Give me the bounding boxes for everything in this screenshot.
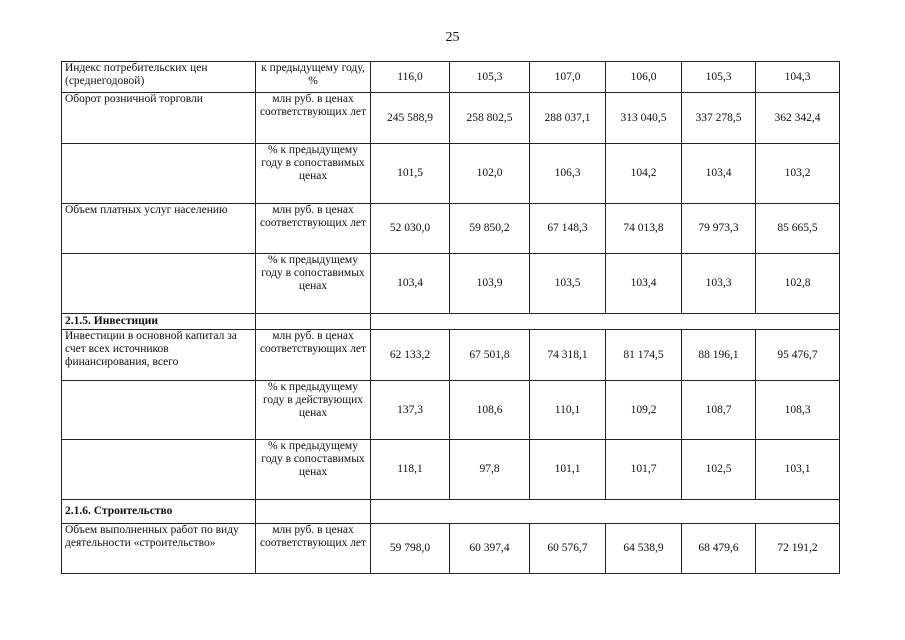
indicator-cell [62, 381, 256, 440]
value-cell: 106,0 [606, 62, 682, 93]
forecast-table [61, 61, 840, 574]
value-cell: 108,6 [450, 381, 530, 440]
table-row [62, 62, 840, 93]
value-cell: 81 174,5 [606, 330, 682, 381]
indicator-cell: Объем платных услуг населению [62, 204, 256, 254]
value-cell: 137,3 [371, 381, 450, 440]
table-row [62, 93, 840, 144]
unit-cell: % к предыдущему году в сопоставимых ценах [256, 440, 371, 500]
table-row [62, 254, 840, 314]
table-row [62, 330, 840, 381]
value-cell: 362 342,4 [756, 93, 840, 144]
value-cell: 105,3 [682, 62, 756, 93]
table-row [62, 524, 840, 574]
table-row [62, 204, 840, 254]
value-cell: 64 538,9 [606, 524, 682, 574]
value-cell: 68 479,6 [682, 524, 756, 574]
table-row [62, 381, 840, 440]
value-cell: 52 030,0 [371, 204, 450, 254]
unit-cell: млн руб. в ценах соответствующих лет [256, 93, 371, 144]
value-cell: 109,2 [606, 381, 682, 440]
value-cell: 337 278,5 [682, 93, 756, 144]
value-cell: 103,5 [530, 254, 606, 314]
value-cell: 79 973,3 [682, 204, 756, 254]
value-cell: 62 133,2 [371, 330, 450, 381]
value-cell: 108,7 [682, 381, 756, 440]
value-cell: 101,7 [606, 440, 682, 500]
value-cell: 313 040,5 [606, 93, 682, 144]
value-cell: 88 196,1 [682, 330, 756, 381]
value-cell: 103,4 [606, 254, 682, 314]
unit-cell: млн руб. в ценах соответствующих лет [256, 330, 371, 381]
indicator-cell [62, 440, 256, 500]
value-cell: 67 501,8 [450, 330, 530, 381]
unit-cell: млн руб. в ценах соответствующих лет [256, 524, 371, 574]
indicator-cell [62, 144, 256, 204]
table-row [62, 440, 840, 500]
value-cell: 101,1 [530, 440, 606, 500]
value-cell: 102,5 [682, 440, 756, 500]
value-cell: 74 013,8 [606, 204, 682, 254]
value-cell: 102,8 [756, 254, 840, 314]
value-cell: 108,3 [756, 381, 840, 440]
value-cell: 116,0 [371, 62, 450, 93]
value-cell: 95 476,7 [756, 330, 840, 381]
section-title: 2.1.5. Инвестиции [62, 314, 256, 330]
value-cell: 104,3 [756, 62, 840, 93]
page-number: 25 [445, 30, 460, 45]
unit-cell: % к предыдущему году в действующих ценах [256, 381, 371, 440]
unit-cell: млн руб. в ценах соответствующих лет [256, 204, 371, 254]
value-cell: 60 576,7 [530, 524, 606, 574]
value-cell: 110,1 [530, 381, 606, 440]
value-cell: 101,5 [371, 144, 450, 204]
value-cell: 245 588,9 [371, 93, 450, 144]
value-cell: 97,8 [450, 440, 530, 500]
unit-cell: к предыдущему году, % [256, 62, 371, 93]
value-cell: 258 802,5 [450, 93, 530, 144]
unit-cell: % к предыдущему году в сопоставимых ценах [256, 254, 371, 314]
value-cell: 102,0 [450, 144, 530, 204]
indicator-cell: Индекс потребительских цен (среднегодовой) [62, 62, 256, 93]
section-row [62, 500, 840, 524]
indicator-cell: Инвестиции в основной капитал за счет всех источников финансирования, всего [62, 330, 256, 381]
table-row [62, 144, 840, 204]
value-cell: 103,2 [756, 144, 840, 204]
unit-cell: % к предыдущему году в сопоставимых ценах [256, 144, 371, 204]
section-row [62, 314, 840, 330]
indicator-cell [62, 254, 256, 314]
value-cell: 118,1 [371, 440, 450, 500]
indicator-cell: Объем выполненных работ по виду деятельности «строительство» [62, 524, 256, 574]
value-cell: 67 148,3 [530, 204, 606, 254]
value-cell: 103,3 [682, 254, 756, 314]
value-cell: 106,3 [530, 144, 606, 204]
value-cell: 103,4 [371, 254, 450, 314]
value-cell: 59 850,2 [450, 204, 530, 254]
value-cell: 60 397,4 [450, 524, 530, 574]
section-title: 2.1.6. Строительство [62, 500, 256, 524]
value-cell: 59 798,0 [371, 524, 450, 574]
value-cell: 107,0 [530, 62, 606, 93]
value-cell: 103,4 [682, 144, 756, 204]
value-cell: 104,2 [606, 144, 682, 204]
value-cell: 85 665,5 [756, 204, 840, 254]
value-cell: 105,3 [450, 62, 530, 93]
value-cell: 74 318,1 [530, 330, 606, 381]
value-cell: 103,1 [756, 440, 840, 500]
indicator-cell: Оборот розничной торговли [62, 93, 256, 144]
value-cell: 288 037,1 [530, 93, 606, 144]
value-cell: 103,9 [450, 254, 530, 314]
value-cell: 72 191,2 [756, 524, 840, 574]
